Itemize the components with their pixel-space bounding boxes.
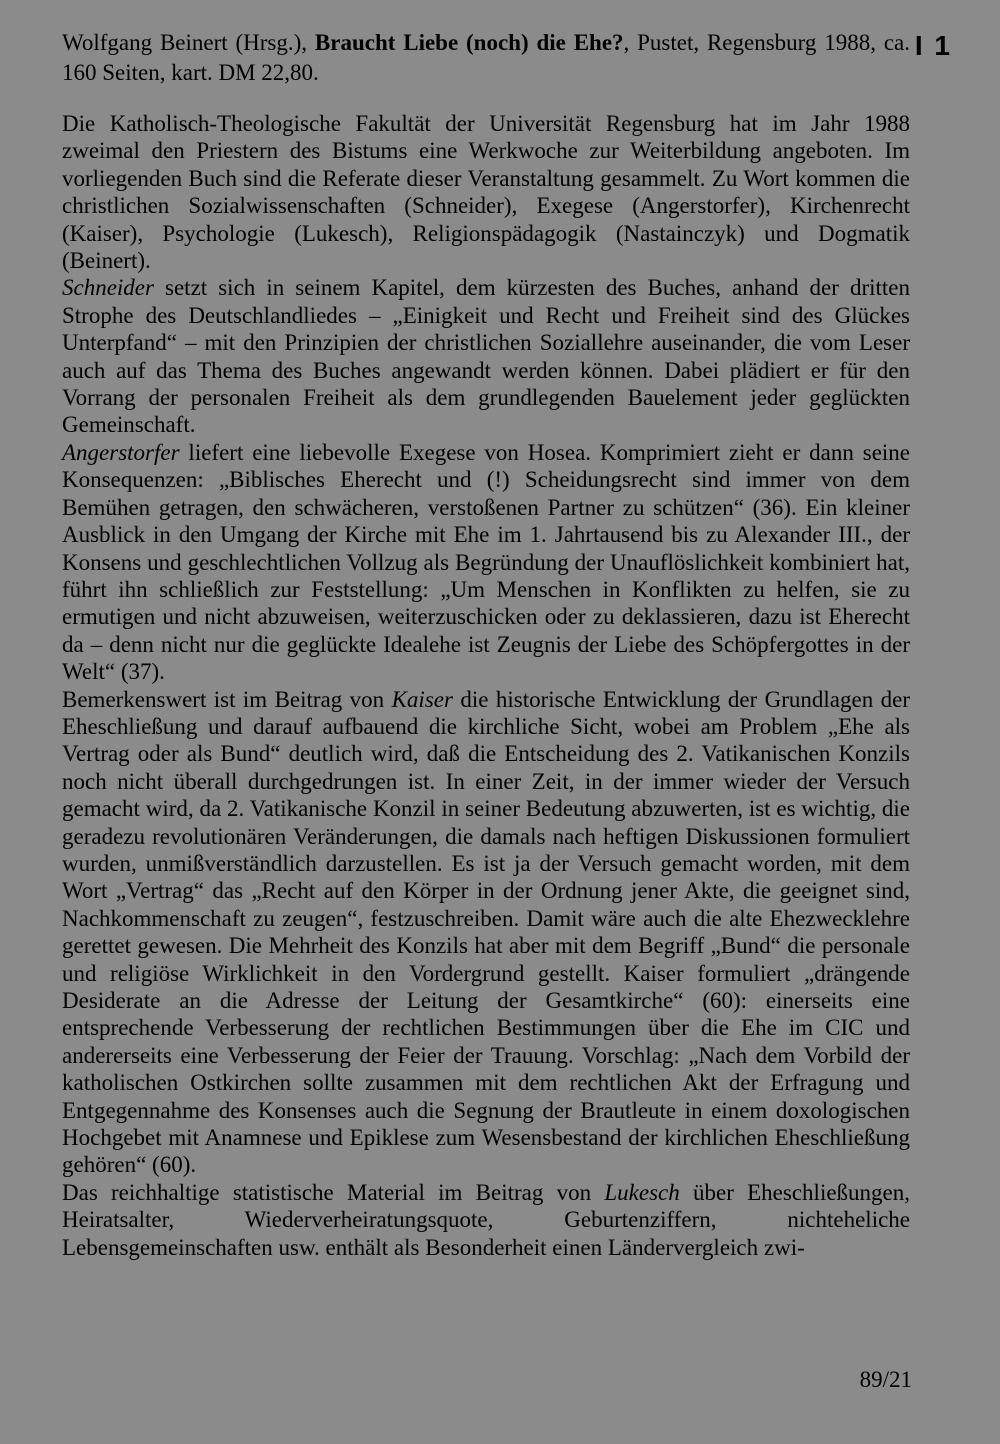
author-name-kaiser: Kaiser: [391, 686, 453, 712]
citation-publisher: , Pustet, Regensburg 1988, ca. 160 Seiten, kart. DM 22,80.: [62, 30, 910, 85]
citation-title: Braucht Liebe (noch) die Ehe?: [314, 30, 624, 55]
paragraph-lukesch: [62, 1179, 910, 1261]
paragraph-text: über Eheschließungen, Heiratsalter, Wiederverheiratungsquote, Geburtenziffern, nichteheliche Lebensgemeinschaften usw. enthält als Besonderheit einen Ländervergleich zwi-: [62, 1179, 910, 1260]
paragraph-schneider: [62, 274, 910, 438]
paragraph-text: die historische Entwicklung der Grundlagen der Eheschließung und darauf aufbauend die kirchliche Sicht, wobei am Problem „Ehe als Vertrag oder als Bund“ deutlich wird, daß die Entscheidung des 2. Vatikanischen Konzils noch nicht überall durchgedrungen ist. In einer Zeit, in der immer wieder der Versuch gemacht wird, da 2. Vatikanische Konzil in seiner Bedeutung abzuwerten, ist es wichtig, die geradezu revolutionären Veränderungen, die damals nach heftigen Diskussionen formuliert wurden, unmißverständlich darzustellen. Es ist ja der Versuch gemacht worden, mit dem Wort „Vertrag“ das „Recht auf den Körper in der Ordnung jener Akte, die geeignet sind, Nachkommenschaft zu zeugen“, festzuschreiben. Damit wäre auch die alte Ehezwecklehre gerettet gewesen. Die Mehrheit des Konzils hat aber mit dem Begriff „Bund“ die personale und religiöse Wirklichkeit in den Vordergrund gestellt. Kaiser formuliert „drängende Desiderate an die Adresse der Leitung der Gesamtkirche“ (60): einerseits eine entsprechende Verbesserung der rechtlichen Bestimmungen über die Ehe im CIC und andererseits eine Verbesserung der Feier der Trauung. Vorschlag: „Nach dem Vorbild der katholischen Ostkirchen sollte zusammen mit dem rechtlichen Akt der Erfragung und Entgegennahme des Konsenses auch die Segnung der Brautleute in einem doxologischen Hochgebet mit Anamnese und Epiklese zum Wesensbestand der kirchlichen Eheschließung gehören“ (60).: [62, 686, 910, 1178]
paragraph-intro: [62, 110, 910, 274]
paragraph-lead-in: Das reichhaltige statistische Material im Beitrag von: [62, 1179, 605, 1205]
corner-marker: I 1: [914, 30, 952, 61]
review-body: [62, 110, 910, 1261]
book-citation: [62, 28, 910, 88]
author-name-angerstorfer: Angerstorfer: [62, 439, 180, 465]
paragraph-text: liefert eine liebevolle Exegese von Hosea. Komprimiert zieht er dann seine Konsequenzen: „Biblisches Eherecht und (!) Scheidungsrecht sind immer von dem Bemühen getragen, den schwächeren, verstoßenen Partner zu schützen“ (36). Ein kleiner Ausblick in den Umgang der Kirche mit Ehe im 1. Jahrtausend bis zu Alexander III., der Konsens und geschlechtlichen Vollzug als Begründung der Unauflöslichkeit kombiniert hat, führt ihn schließlich zur Feststellung: „Um Menschen in Konflikten zu helfen, sie zu ermutigen und nicht abzuweisen, weiterzuschicken oder zu deklassieren, dazu ist Eherecht da – denn nicht nur die geglückte Idealehe ist Zeugnis der Liebe des Schöpfergottes in der Welt“ (37).: [62, 439, 910, 685]
review-page: [62, 28, 910, 1261]
paragraph-lead-in: Bemerkenswert ist im Beitrag von: [62, 686, 392, 712]
page-number: 89/21: [859, 1367, 912, 1392]
author-name-schneider: Schneider: [62, 275, 154, 301]
paragraph-text: setzt sich in seinem Kapitel, dem kürzesten des Buches, anhand der dritten Strophe des Deutschlandliedes – „Einigkeit und Recht und Freiheit sind des Glückes Unterpfand“ – mit den Prinzipien der christlichen Soziallehre auseinander, die vom Leser auch auf das Thema des Buches angewandt werden können. Dabei plädiert er für den Vorrang der personalen Freiheit als dem grundlegenden Bauelement jeder geglückten Gemeinschaft.: [62, 275, 910, 438]
paragraph-kaiser: [62, 686, 910, 1179]
paragraph-angerstorfer: [62, 439, 910, 686]
author-name-lukesch: Lukesch: [604, 1179, 680, 1205]
citation-author: Wolfgang Beinert (Hrsg.),: [62, 30, 315, 55]
paragraph-text: Die Katholisch-Theologische Fakultät der Universität Regensburg hat im Jahr 1988 zweimal den Priestern des Bistums eine Werkwoche zur Weiterbildung angeboten. Im vorliegenden Buch sind die Referate dieser Veranstaltung gesammelt. Zu Wort kommen die christlichen Sozialwissenschaften (Schneider), Exegese (Angerstorfer), Kirchenrecht (Kaiser), Psychologie (Lukesch), Religionspädagogik (Nastainczyk) und Dogmatik (Beinert).: [62, 111, 910, 274]
